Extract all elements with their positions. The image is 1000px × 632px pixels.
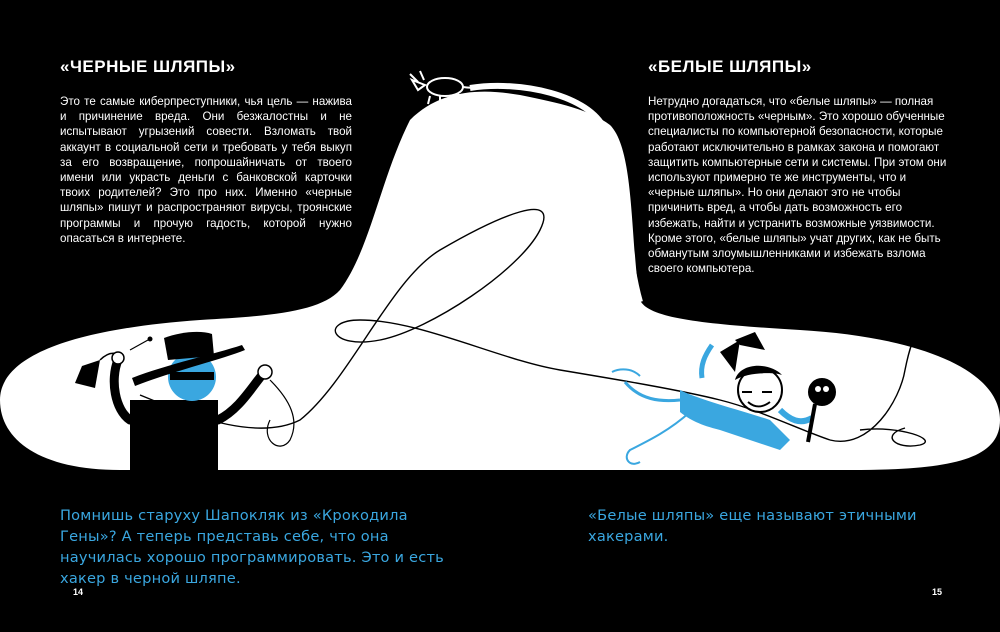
page-number-left: 14 — [73, 587, 84, 597]
page-number-right: 15 — [932, 587, 943, 597]
right-caption: «Белые шляпы» еще называют этичными хакерами. — [588, 507, 917, 545]
right-body-text: Нетрудно догадаться, что «белые шляпы» — полная противоположность «черным». Это хорошо обученные специалисты по компьютерной безопасности, которые работают исключительно в рамках закона и помогают защитить компьютерные сети и системы. При этом они используют примерно те же инструменты, что и «черные шляпы». Но они делают это не чтобы причинить вред, а чтобы дать возможность его избежать, найти и устранить возможные уязвимости. Кроме этого, «белые шляпы» учат других, как не быть обманутым злоумышленниками и избежать взлома своего компьютера. — [648, 95, 947, 276]
right-heading: «БЕЛЫЕ ШЛЯПЫ» — [648, 57, 812, 76]
left-heading: «ЧЕРНЫЕ ШЛЯПЫ» — [60, 57, 236, 76]
left-body-text: Это те самые киберпреступники, чья цель — нажива и причинение вреда. Они безжалостны и не испытывают угрызений совести. Взломать твой аккаунт в социальной сети и требовать у тебя выкуп за его возвращение, попрошайничать от твоего имени или украсть деньги с банковской карточки твоих родителей? Это про них. Именно «черные шляпы» пишут и распространяют вирусы, троянские программы и прочую гадость, которой нужно опасаться в интернете. — [60, 95, 352, 245]
left-caption: Помнишь старуху Шапокляк из «Крокодила Гены»? А теперь представь себе, что она научилась хорошо программировать. Это и есть хакер в черной шляпе. — [60, 507, 444, 587]
